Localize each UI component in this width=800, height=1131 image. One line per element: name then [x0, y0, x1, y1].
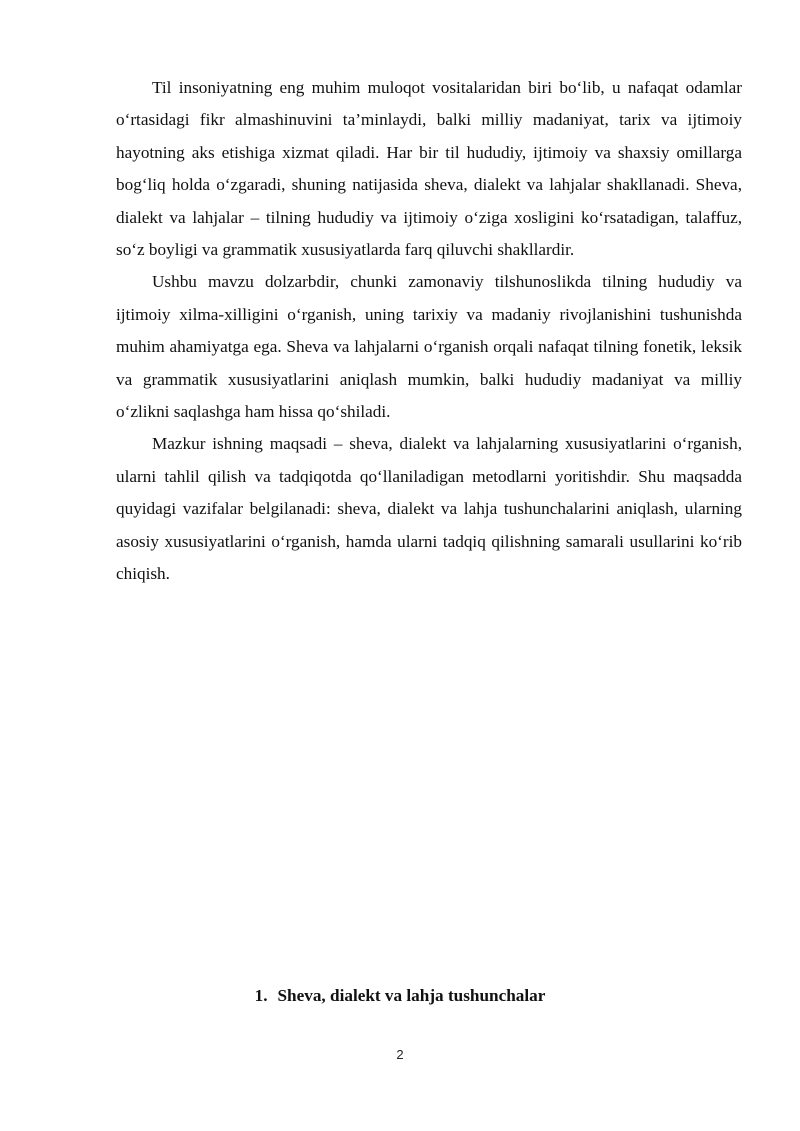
paragraph-relevance: Ushbu mavzu dolzarbdir, chunki zamonaviy tilshunoslikda tilning hududiy va ijtimoiy xilma-xilligini o‘rganish, uning tarixiy va madaniy rivojlanishini tushunishda muhim ahamiyatga ega. Sheva va lahjalarni o‘rganish orqali nafaqat tilning fonetik, leksik va grammatik xususiyatlarini aniqlash mumkin, balki hududiy madaniyat va milliy o‘zlikni saqlashga ham hissa qo‘shiladi.: [116, 272, 742, 422]
paragraph-introduction: Til insoniyatning eng muhim muloqot vositalaridan biri bo‘lib, u nafaqat odamlar o‘rtasidagi fikr almashinuvini ta’minlaydi, balki milliy madaniyat, tarix va ijtimoiy hayotning aks etishiga xizmat qiladi. Har bir til hududiy, ijtimoiy va shaxsiy omillarga bog‘liq holda o‘zgaradi, shuning natijasida sheva, dialekt va lahjalar shakllanadi. Sheva, dialekt va lahjalar – tilning hududiy va ijtimoiy o‘ziga xosligini ko‘rsatadigan, talaffuz, so‘z boyligi va grammatik xususiyatlarda farq qiluvchi shakllardir.: [116, 78, 742, 260]
page-number: 2: [396, 1047, 404, 1062]
section-heading: [0, 984, 800, 1008]
section-heading-title: Sheva, dialekt va lahja tushunchalar: [277, 986, 546, 1005]
paragraph-purpose: Mazkur ishning maqsadi – sheva, dialekt va lahjalarning xususiyatlarini o‘rganish, ularni tahlil qilish va tadqiqotda qo‘llaniladigan metodlarni yoritishdir. Shu maqsadda quyidagi vazifalar belgilanadi: sheva, dialekt va lahja tushunchalarini aniqlash, ularning asosiy xususiyatlarini o‘rganish, hamda ularni tadqiq qilishning samarali usullarini ko‘rib chiqish.: [116, 434, 742, 584]
section-heading-number: 1.: [254, 986, 268, 1005]
body-text: [116, 72, 742, 591]
